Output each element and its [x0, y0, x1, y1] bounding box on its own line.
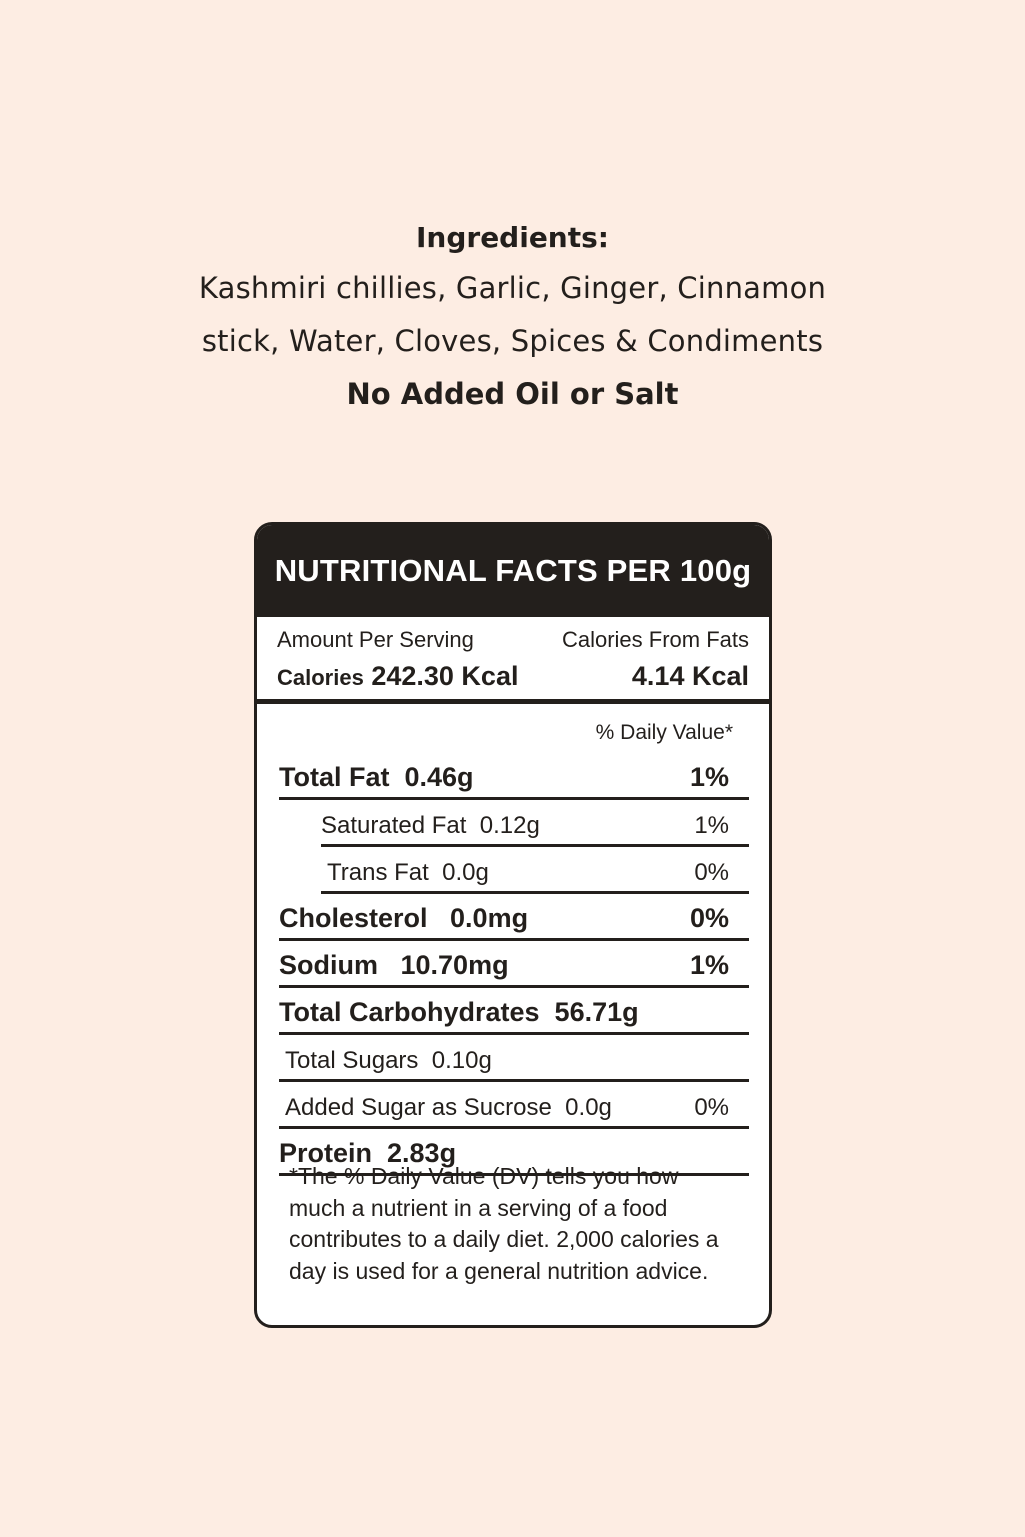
nutrient-row-total-fat	[279, 753, 749, 800]
nutrition-facts-panel	[254, 522, 772, 1328]
nutrient-name: Protein 2.83g	[279, 1138, 457, 1168]
serving-info	[277, 623, 749, 703]
nutrient-row-saturated-fat	[321, 800, 749, 847]
nutrient-rows	[257, 753, 769, 1176]
nutrient-daily-value: 1%	[689, 762, 729, 792]
nutrient-name: Total Sugars 0.10g	[285, 1047, 492, 1074]
nutrient-row-total-sugars	[279, 1035, 749, 1082]
ingredients-section	[0, 214, 1025, 421]
nutrient-name: Cholesterol 0.0mg	[279, 903, 529, 933]
no-added-oil-note: No Added Oil or Salt	[346, 377, 679, 411]
nutrient-daily-value: 0%	[694, 859, 729, 886]
calories-value: 242.30 Kcal	[371, 661, 519, 691]
ingredients-line-2: stick, Water, Cloves, Spices & Condiments	[201, 324, 824, 358]
nutrient-daily-value: 0%	[694, 1094, 729, 1121]
nutrient-name: Added Sugar as Sucrose 0.0g	[285, 1094, 612, 1121]
nutrient-daily-value: 1%	[694, 812, 729, 839]
nutrient-row-cholesterol	[279, 894, 749, 941]
daily-value-header: % Daily Value*	[595, 721, 733, 744]
nutrition-title: NUTRITIONAL FACTS PER 100g	[257, 525, 769, 617]
ingredients-heading: Ingredients:	[415, 221, 609, 254]
nutrient-name: Sodium 10.70mg	[279, 950, 509, 980]
thick-divider	[257, 699, 769, 704]
nutrient-row-sodium	[279, 941, 749, 988]
nutrient-name: Total Fat 0.46g	[279, 762, 474, 792]
nutrient-row-added-sugar	[279, 1082, 749, 1129]
daily-value-footnote: *The % Daily Value (DV) tells you how much a nutrient in a serving of a food contributes to a daily diet. 2,000 calories a day is used for a general nutrition advice.	[289, 1163, 719, 1284]
nutrient-row-trans-fat	[321, 847, 749, 894]
nutrient-name: Total Carbohydrates 56.71g	[279, 997, 639, 1027]
nutrient-daily-value: 1%	[689, 950, 729, 980]
calories-from-fats-label: Calories From Fats	[561, 627, 749, 652]
nutrient-name: Saturated Fat 0.12g	[321, 812, 540, 839]
calories-row	[277, 661, 518, 692]
nutrient-daily-value: 0%	[689, 903, 729, 933]
calories-from-fats-value: 4.14 Kcal	[631, 661, 749, 691]
nutrient-name: Trans Fat 0.0g	[327, 859, 489, 886]
nutrient-row-total-carbohydrates	[279, 988, 749, 1035]
ingredients-line-1: Kashmiri chillies, Garlic, Ginger, Cinnamon	[198, 271, 827, 305]
amount-per-serving-label: Amount Per Serving	[277, 627, 474, 652]
calories-label: Calories	[277, 665, 364, 690]
